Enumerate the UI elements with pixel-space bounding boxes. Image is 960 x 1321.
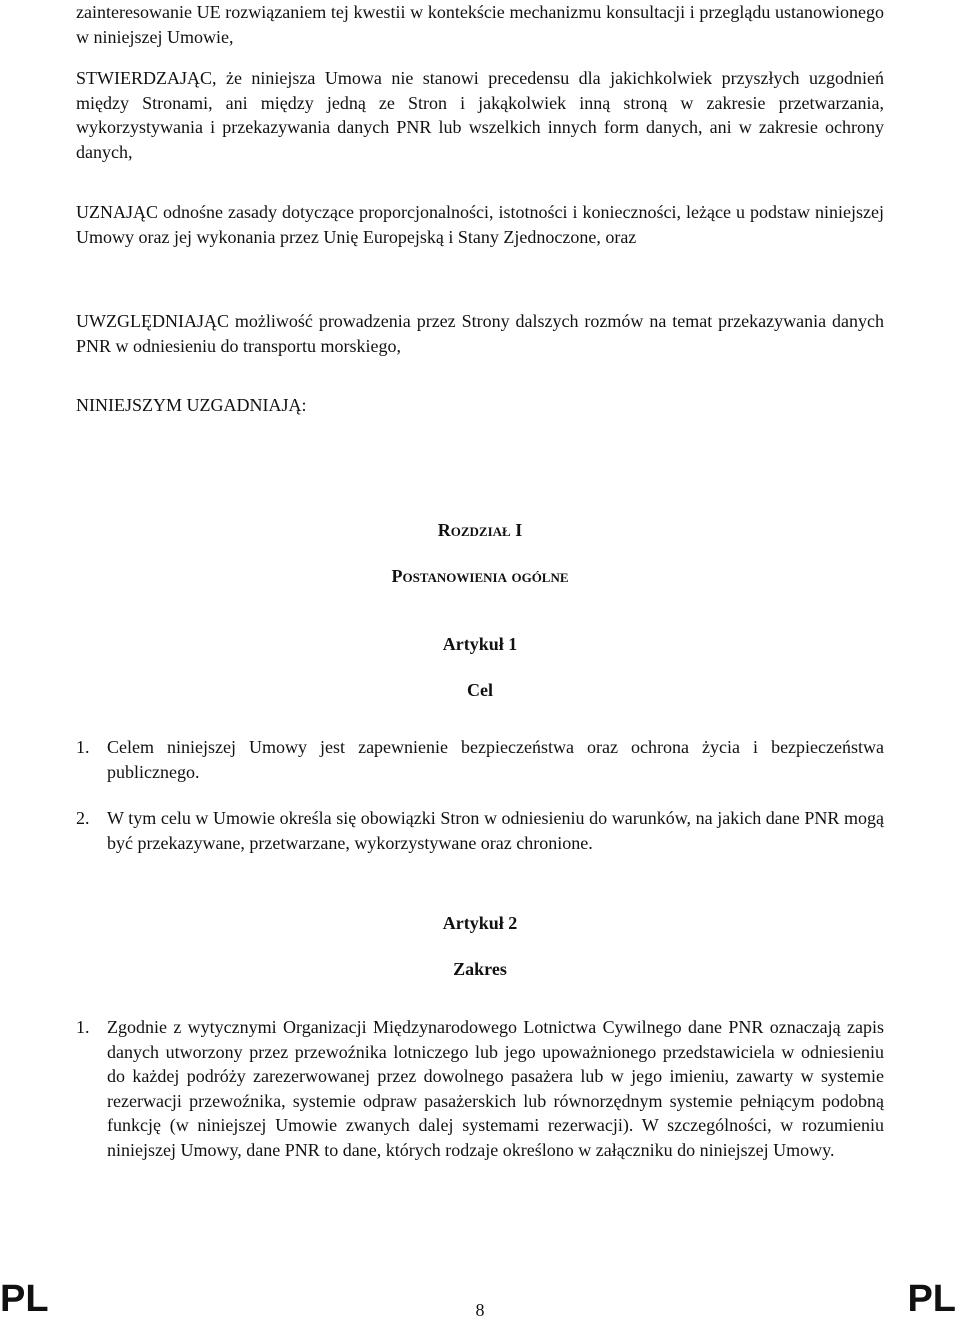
- language-code-left: PL: [0, 1278, 49, 1320]
- article-1-heading: Artykuł 1: [442, 634, 518, 654]
- paragraph-continuation: zainteresowanie UE rozwiązaniem tej kwestii w kontekście mechanizmu konsultacji i przeglądu ustanowionego w niniejszej Umowie,: [76, 2, 884, 47]
- chapter-subtitle: Postanowienia ogólne: [391, 566, 569, 586]
- paragraph-uwzgledniajac: UWZGLĘDNIAJĄC możliwość prowadzenia przez Strony dalszych rozmów na temat przekazywania danych PNR w odniesieniu do transportu morskiego,: [76, 311, 884, 356]
- item-text: Celem niniejszej Umowy jest zapewnienie bezpieczeństwa oraz ochrona życia i bezpieczeństwa publicznego.: [107, 737, 884, 782]
- language-code-right: PL: [907, 1278, 956, 1320]
- chapter-title: Rozdział I: [437, 520, 523, 540]
- paragraph-uznajac: UZNAJĄC odnośne zasady dotyczące proporcjonalności, istotności i konieczności, leżące u podstaw niniejszej Umowy oraz jej wykonania przez Unię Europejską i Stany Zjednoczone, oraz: [76, 202, 884, 247]
- article-2-heading: Artykuł 2: [442, 913, 518, 933]
- article-1-item: [76, 735, 884, 784]
- paragraph-uzgadniaja: NINIEJSZYM UZGADNIAJĄ:: [76, 395, 307, 415]
- item-number: 1.: [76, 737, 90, 757]
- page-number: 8: [475, 1300, 485, 1320]
- item-number: 1.: [76, 1017, 90, 1037]
- item-number: 2.: [76, 808, 90, 828]
- article-2-item: [76, 1015, 884, 1162]
- article-2-subheading: Zakres: [453, 959, 507, 979]
- paragraph-stwierdzajac: STWIERDZAJĄC, że niniejsza Umowa nie stanowi precedensu dla jakichkolwiek przyszłych uzgodnień między Stronami, ani między jedną ze Stron i jakąkolwiek inną stroną w zakresie przetwarzania, wykorzystywania i przekazywania danych PNR lub wszelkich innych form danych, ani w zakresie ochrony danych,: [76, 68, 884, 162]
- item-text: Zgodnie z wytycznymi Organizacji Międzynarodowego Lotnictwa Cywilnego dane PNR oznaczają zapis danych utworzony przez przewoźnika lotniczego lub jego upoważnionego przedstawiciela w odniesieniu do każdej podróży zarezerwowanej przez dowolnego pasażera lub w jego imieniu, zawarty w systemie rezerwacji przewoźnika, systemie odpraw pasażerskich lub równorzędnym systemie pełniącym podobną funkcję (w niniejszej Umowie zwanych dalej systemami rezerwacji). W szczególności, w rozumieniu niniejszej Umowy, dane PNR to dane, których rodzaje określono w załączniku do niniejszej Umowy.: [107, 1017, 884, 1160]
- item-text: W tym celu w Umowie określa się obowiązki Stron w odniesieniu do warunków, na jakich dane PNR mogą być przekazywane, przetwarzane, wykorzystywane oraz chronione.: [107, 808, 884, 853]
- article-1-item: [76, 806, 884, 855]
- article-1-subheading: Cel: [467, 680, 493, 700]
